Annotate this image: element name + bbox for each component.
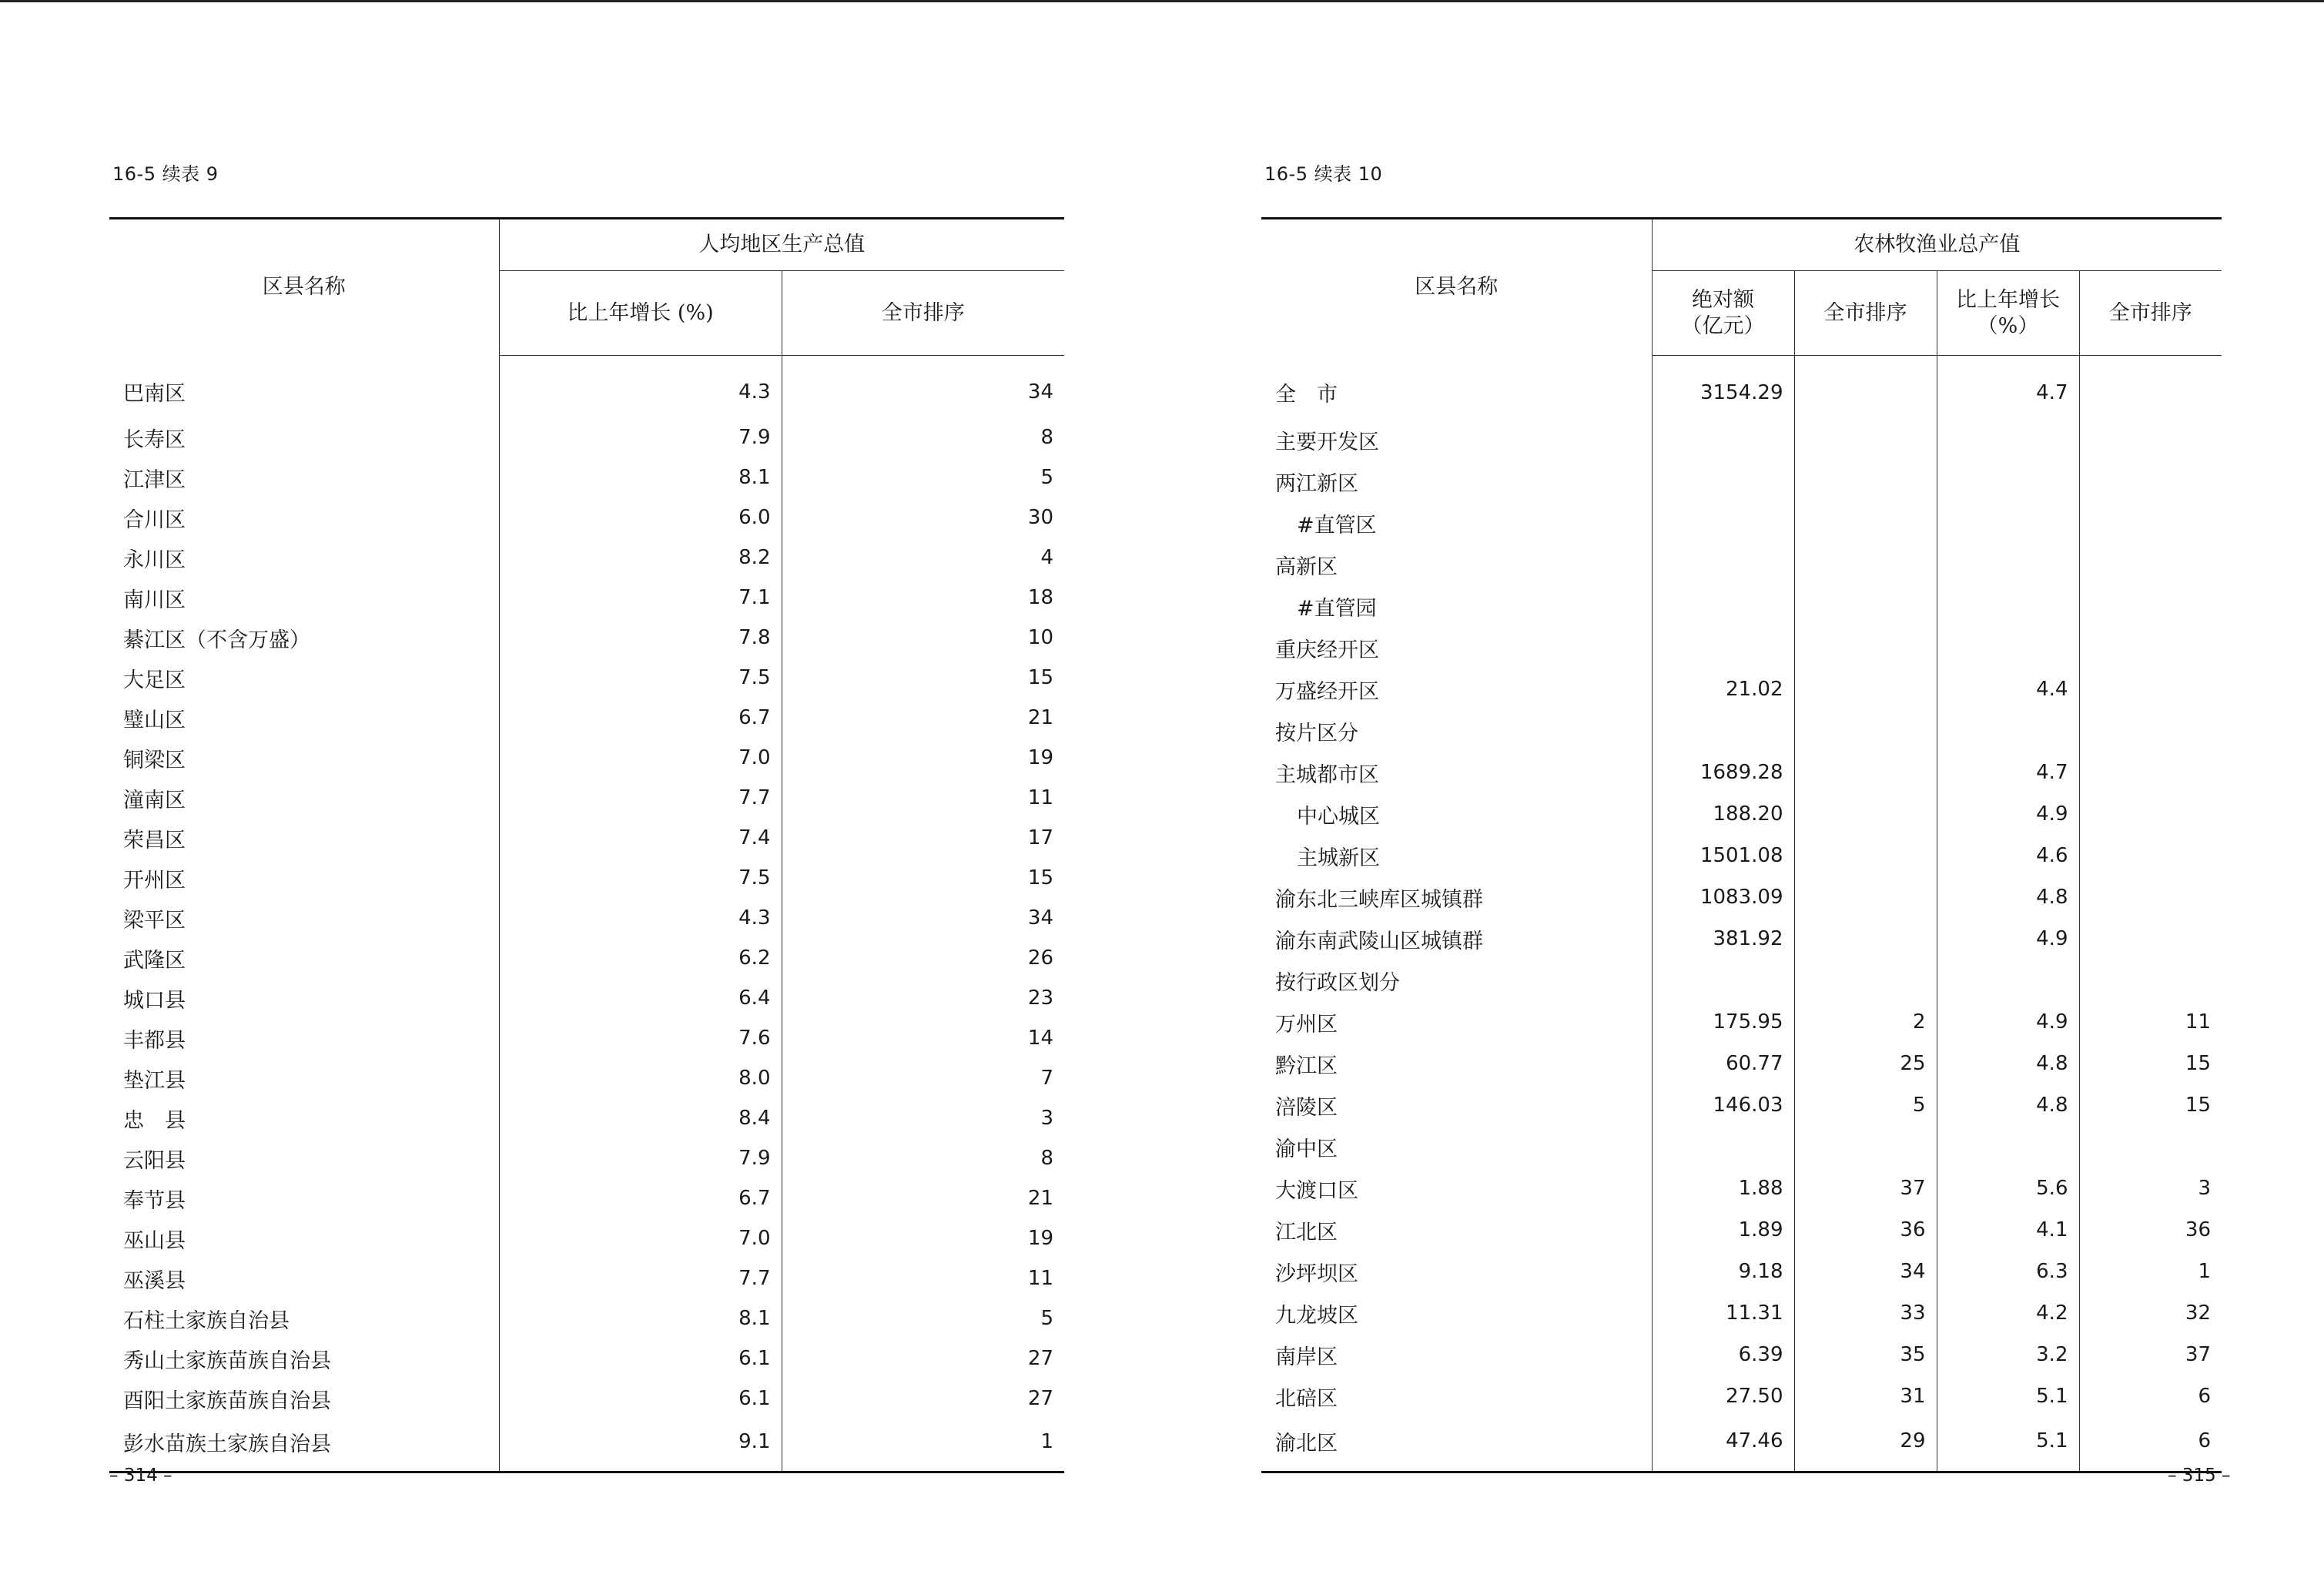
amount-cell: 60.77 [1652,1043,1794,1084]
region-name-cell: 潼南区 [123,788,186,812]
region-name-cell: 北碚区 [1275,1386,1338,1411]
rank-cell [1794,461,1937,502]
growth-cell: 4.2 [1937,1292,2079,1334]
table-row [1261,1168,2222,1209]
growth-rank-cell: 3 [2079,1168,2222,1209]
region-name-cell: 大足区 [123,668,186,692]
region-name-cell: 沙坪坝区 [1275,1261,1358,1286]
amount-cell: 47.46 [1652,1417,1794,1472]
growth-cell: 6.1 [499,1338,782,1379]
rank-cell [1794,710,1937,752]
table-row [1261,1292,2222,1334]
region-name-cell: 按片区分 [1275,721,1358,745]
table-row [109,498,1064,538]
growth-cell: 7.0 [499,1218,782,1258]
table-row [109,1098,1064,1138]
growth-cell [1937,710,2079,752]
left-table-title: 16-5 续表 9 [112,163,219,185]
growth-cell: 7.0 [499,738,782,778]
region-name-cell: 江北区 [1275,1220,1338,1245]
rank-cell [1794,752,1937,793]
rank-cell: 34 [782,898,1064,938]
region-name-cell: 奉节县 [123,1188,186,1213]
table-row [109,978,1064,1018]
growth-cell: 4.8 [1937,1084,2079,1126]
rank-cell: 10 [782,618,1064,658]
rank-cell: 15 [782,858,1064,898]
growth-cell: 7.4 [499,818,782,858]
growth-rank-cell [2079,835,2222,876]
table-row [1261,1209,2222,1251]
growth-cell: 4.8 [1937,1043,2079,1084]
growth-cell: 6.4 [499,978,782,1018]
region-name-cell: 石柱土家族自治县 [123,1308,290,1333]
rank-cell: 21 [782,698,1064,738]
table-row [1261,1001,2222,1043]
table-row [1261,1043,2222,1084]
table-row [109,457,1064,498]
rank-cell [1794,876,1937,918]
table-row [1261,835,2222,876]
region-name-cell: 南岸区 [1275,1345,1338,1369]
rank-cell: 36 [1794,1209,1937,1251]
table-row [109,698,1064,738]
table-row [109,1338,1064,1379]
amount-cell: 9.18 [1652,1251,1794,1292]
growth-cell: 8.4 [499,1098,782,1138]
growth-rank-cell [2079,668,2222,710]
rank-cell: 11 [782,778,1064,818]
growth-cell: 8.0 [499,1058,782,1098]
rank-cell [1794,502,1937,544]
table-row [109,1058,1064,1098]
growth-rank-cell: 6 [2079,1417,2222,1472]
region-name-cell: 按行政区划分 [1275,970,1400,995]
rank-cell [1794,668,1937,710]
agri-output-group-header: 农林牧渔业总产值 [1652,219,2222,271]
region-name-cell: 主城新区 [1297,846,1380,870]
table-row [109,538,1064,578]
amount-cell: 6.39 [1652,1334,1794,1375]
right-data-table [1261,217,2222,1473]
table-row [1261,585,2222,627]
rank-cell: 8 [782,417,1064,457]
table-row [1261,461,2222,502]
growth-cell: 4.3 [499,356,782,418]
table-row [109,1178,1064,1218]
table-row [109,1419,1064,1472]
rank-cell: 7 [782,1058,1064,1098]
growth-cell: 4.3 [499,898,782,938]
growth-cell: 7.6 [499,1018,782,1058]
table-row [109,618,1064,658]
table-row [1261,544,2222,585]
amount-cell [1652,502,1794,544]
table-row [109,858,1064,898]
region-name-cell: 酉阳土家族苗族自治县 [123,1389,331,1413]
region-name-cell: 重庆经开区 [1275,638,1379,662]
left-page-number: – 314 – [109,1466,172,1486]
region-column-header: 区县名称 [262,275,346,300]
growth-cell: 6.3 [1937,1251,2079,1292]
region-name-cell: 开州区 [123,868,186,893]
region-name-cell: 渝中区 [1275,1137,1338,1161]
growth-cell: 7.5 [499,858,782,898]
region-name-cell: 涪陵区 [1275,1095,1338,1120]
region-name-cell: 长寿区 [123,427,186,452]
growth-rank-cell [2079,918,2222,960]
table-row [109,1298,1064,1338]
table-row [1261,668,2222,710]
rank-cell: 27 [782,1379,1064,1419]
growth-rank-column-header: 全市排序 [2079,271,2222,356]
table-row [109,356,1064,418]
amount-cell: 3154.29 [1652,356,1794,420]
rank-cell: 3 [782,1098,1064,1138]
region-name-cell: 主城都市区 [1275,762,1379,787]
table-row [109,778,1064,818]
amount-cell: 175.95 [1652,1001,1794,1043]
table-row [109,1218,1064,1258]
rank-cell: 8 [782,1138,1064,1178]
growth-rank-cell: 6 [2079,1375,2222,1417]
table-row [1261,1126,2222,1168]
growth-rank-cell: 15 [2079,1043,2222,1084]
rank-cell: 11 [782,1258,1064,1298]
rank-cell: 30 [782,498,1064,538]
growth-cell: 9.1 [499,1419,782,1472]
table-row [109,1018,1064,1058]
growth-rank-cell [2079,1126,2222,1168]
growth-rank-cell: 11 [2079,1001,2222,1043]
rank-column-header: 全市排序 [1794,271,1937,356]
table-row [1261,1334,2222,1375]
growth-rank-cell [2079,960,2222,1001]
top-border-line [0,0,2324,2]
growth-cell: 4.9 [1937,918,2079,960]
growth-cell: 5.6 [1937,1168,2079,1209]
region-name-cell: 南川区 [123,588,186,612]
growth-cell: 7.8 [499,618,782,658]
region-name-cell: 巫山县 [123,1228,186,1253]
rank-cell: 5 [1794,1084,1937,1126]
amount-cell: 1.89 [1652,1209,1794,1251]
rank-cell: 34 [1794,1251,1937,1292]
growth-cell [1937,419,2079,461]
growth-cell: 7.7 [499,1258,782,1298]
rank-cell: 23 [782,978,1064,1018]
table-row [1261,960,2222,1001]
amount-cell [1652,960,1794,1001]
rank-cell: 25 [1794,1043,1937,1084]
table-row [109,578,1064,618]
region-name-cell: 中心城区 [1297,804,1380,829]
rank-cell: 5 [782,457,1064,498]
amount-cell [1652,461,1794,502]
rank-cell: 14 [782,1018,1064,1058]
region-name-cell: 荣昌区 [123,828,186,853]
region-name-cell: 忠 县 [123,1108,186,1133]
growth-column-header: 比上年增长 (%) [499,271,782,356]
amount-cell [1652,544,1794,585]
rank-cell: 34 [782,356,1064,418]
growth-rank-cell [2079,544,2222,585]
rank-cell: 2 [1794,1001,1937,1043]
region-name-cell: 万盛经开区 [1275,679,1379,704]
growth-cell: 4.6 [1937,835,2079,876]
amount-cell [1652,710,1794,752]
rank-cell [1794,918,1937,960]
growth-cell: 7.9 [499,417,782,457]
region-name-cell: 璧山区 [123,708,186,732]
table-row [109,1138,1064,1178]
rank-cell: 17 [782,818,1064,858]
amount-cell [1652,627,1794,668]
growth-cell: 8.1 [499,1298,782,1338]
growth-cell: 6.0 [499,498,782,538]
growth-rank-cell: 37 [2079,1334,2222,1375]
growth-cell [1937,627,2079,668]
growth-rank-cell [2079,461,2222,502]
right-page-number: – 315 – [2168,1466,2231,1486]
table-row [1261,356,2222,420]
region-name-cell: 全 市 [1275,383,1338,407]
rank-cell [1794,627,1937,668]
amount-cell: 21.02 [1652,668,1794,710]
table-row [1261,752,2222,793]
rank-cell [1794,419,1937,461]
growth-rank-cell [2079,627,2222,668]
table-row [109,738,1064,778]
region-name-cell: 主要开发区 [1275,430,1379,454]
growth-rank-cell: 15 [2079,1084,2222,1126]
region-name-cell: 两江新区 [1275,471,1358,496]
rank-cell: 37 [1794,1168,1937,1209]
growth-cell [1937,960,2079,1001]
growth-cell: 7.7 [499,778,782,818]
rank-cell: 18 [782,578,1064,618]
region-name-cell: #直管区 [1297,513,1377,538]
amount-cell: 27.50 [1652,1375,1794,1417]
table-row [1261,1375,2222,1417]
growth-cell: 6.2 [499,938,782,978]
amount-cell: 1501.08 [1652,835,1794,876]
rank-cell [1794,1126,1937,1168]
region-name-cell: 黔江区 [1275,1054,1338,1078]
region-name-cell: 九龙坡区 [1275,1303,1358,1328]
amount-cell: 146.03 [1652,1084,1794,1126]
table-row [109,1258,1064,1298]
table-row [1261,918,2222,960]
growth-rank-cell [2079,585,2222,627]
table-row [1261,710,2222,752]
table-row [1261,419,2222,461]
rank-cell: 33 [1794,1292,1937,1334]
rank-cell [1794,960,1937,1001]
rank-cell [1794,793,1937,835]
amount-cell: 381.92 [1652,918,1794,960]
growth-cell: 4.1 [1937,1209,2079,1251]
growth-cell: 8.1 [499,457,782,498]
table-row [1261,627,2222,668]
region-name-cell: 彭水苗族土家族自治县 [123,1432,331,1456]
region-column-header: 区县名称 [1415,275,1499,300]
region-name-cell: 秀山土家族苗族自治县 [123,1348,331,1373]
region-name-cell: 合川区 [123,508,186,532]
growth-rank-cell [2079,710,2222,752]
growth-rank-cell: 36 [2079,1209,2222,1251]
growth-cell [1937,585,2079,627]
amount-cell: 1.88 [1652,1168,1794,1209]
table-row [109,818,1064,858]
growth-column-header: 比上年增长 （%） [1937,271,2079,356]
rank-cell: 26 [782,938,1064,978]
amount-cell [1652,1126,1794,1168]
growth-cell: 4.9 [1937,1001,2079,1043]
table-row [109,658,1064,698]
rank-cell [1794,585,1937,627]
rank-column-header: 全市排序 [782,271,1064,356]
table-row [1261,1084,2222,1126]
amount-cell: 1083.09 [1652,876,1794,918]
rank-cell [1794,544,1937,585]
growth-cell: 8.2 [499,538,782,578]
table-row [1261,1251,2222,1292]
growth-cell [1937,502,2079,544]
region-name-cell: 高新区 [1275,554,1338,579]
region-name-cell: 渝东北三峡库区城镇群 [1275,887,1483,912]
rank-cell: 35 [1794,1334,1937,1375]
table-row [109,417,1064,457]
rank-cell: 31 [1794,1375,1937,1417]
table-row [109,1379,1064,1419]
growth-cell: 7.1 [499,578,782,618]
growth-rank-cell [2079,356,2222,420]
amount-cell [1652,419,1794,461]
rank-cell: 21 [782,1178,1064,1218]
growth-cell: 4.4 [1937,668,2079,710]
amount-cell: 11.31 [1652,1292,1794,1334]
growth-cell [1937,461,2079,502]
amount-cell: 1689.28 [1652,752,1794,793]
growth-cell: 6.7 [499,698,782,738]
region-name-cell: 巫溪县 [123,1268,186,1293]
region-name-cell: 武隆区 [123,948,186,973]
rank-cell: 27 [782,1338,1064,1379]
growth-rank-cell: 1 [2079,1251,2222,1292]
growth-cell: 4.7 [1937,752,2079,793]
table-row [109,938,1064,978]
amount-column-header: 绝对额 （亿元） [1652,271,1794,356]
region-name-cell: 永川区 [123,548,186,572]
growth-cell: 4.7 [1937,356,2079,420]
growth-rank-cell [2079,419,2222,461]
rank-cell: 19 [782,1218,1064,1258]
region-name-cell: 万州区 [1275,1012,1338,1037]
growth-cell: 5.1 [1937,1417,2079,1472]
growth-cell [1937,544,2079,585]
growth-rank-cell [2079,793,2222,835]
rank-cell: 5 [782,1298,1064,1338]
rank-cell: 1 [782,1419,1064,1472]
left-data-table [109,217,1064,1473]
region-name-cell: 巴南区 [123,382,186,407]
region-name-cell: #直管园 [1297,596,1377,621]
region-name-cell: 铜梁区 [123,748,186,772]
table-row [1261,502,2222,544]
amount-cell: 188.20 [1652,793,1794,835]
gdp-per-capita-group-header: 人均地区生产总值 [499,219,1064,271]
table-row [1261,793,2222,835]
growth-rank-cell [2079,502,2222,544]
rank-cell: 4 [782,538,1064,578]
region-name-cell: 渝北区 [1275,1431,1338,1456]
table-row [1261,876,2222,918]
rank-cell: 19 [782,738,1064,778]
growth-rank-cell [2079,876,2222,918]
growth-cell: 6.1 [499,1379,782,1419]
growth-cell: 4.9 [1937,793,2079,835]
region-name-cell: 綦江区（不含万盛） [123,628,310,652]
region-name-cell: 城口县 [123,988,186,1013]
growth-rank-cell [2079,752,2222,793]
growth-rank-cell: 32 [2079,1292,2222,1334]
amount-cell [1652,585,1794,627]
growth-cell: 5.1 [1937,1375,2079,1417]
rank-cell [1794,835,1937,876]
right-table-title: 16-5 续表 10 [1264,163,1383,185]
region-name-cell: 云阳县 [123,1148,186,1173]
table-row [109,898,1064,938]
growth-cell [1937,1126,2079,1168]
growth-cell: 4.8 [1937,876,2079,918]
table-row [1261,1417,2222,1472]
rank-cell: 15 [782,658,1064,698]
growth-cell: 6.7 [499,1178,782,1218]
rank-cell: 29 [1794,1417,1937,1472]
region-name-cell: 大渡口区 [1275,1178,1358,1203]
growth-cell: 7.9 [499,1138,782,1178]
region-name-cell: 江津区 [123,467,186,492]
growth-cell: 3.2 [1937,1334,2079,1375]
region-name-cell: 渝东南武陵山区城镇群 [1275,929,1483,953]
growth-cell: 7.5 [499,658,782,698]
region-name-cell: 丰都县 [123,1028,186,1053]
region-name-cell: 垫江县 [123,1068,186,1093]
region-name-cell: 梁平区 [123,908,186,933]
rank-cell [1794,356,1937,420]
